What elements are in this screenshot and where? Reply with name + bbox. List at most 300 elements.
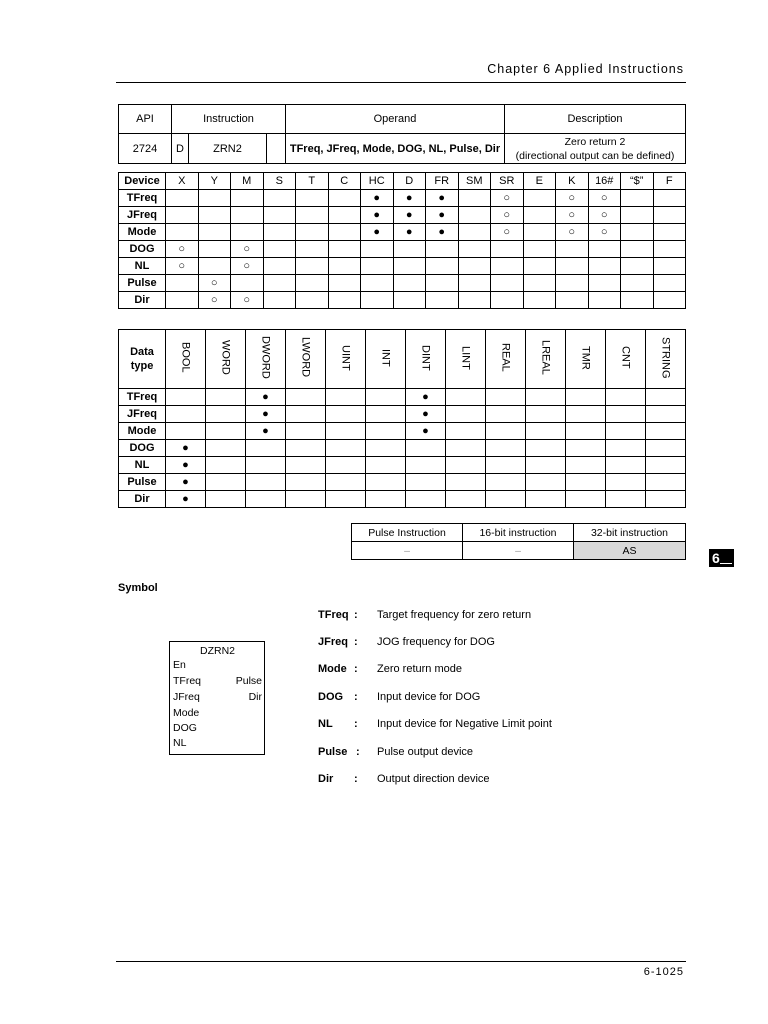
16bit-instruction-value: – [463,542,574,560]
instruction-header: Instruction [172,105,286,134]
data-type-corner-line-2: type [130,360,154,372]
operand-name: TFreq [318,609,349,621]
input-mode: Mode [173,707,200,719]
filled-circle-mark: ● [393,224,426,241]
device-row-nl [119,258,686,275]
empty-cell [246,440,286,457]
data-type-col-dword [246,330,286,389]
filled-circle-mark: ● [166,491,206,508]
operand-name: Dir [318,773,334,785]
operand-header: Operand [286,105,505,134]
empty-cell [566,457,606,474]
data-type-col-cnt [606,330,646,389]
empty-cell [296,241,329,258]
empty-cell [556,258,589,275]
data-type-row-dog [119,440,686,457]
empty-cell [296,258,329,275]
data-type-row-jfreq [119,406,686,423]
empty-cell [231,224,264,241]
empty-cell [566,389,606,406]
operand-desc: Target frequency for zero return [377,609,532,621]
empty-cell [653,224,686,241]
empty-cell [621,275,654,292]
description-line-2: (directional output can be defined) [515,149,675,162]
empty-cell [458,207,491,224]
data-type-col-label: REAL [499,343,512,372]
input-nl: NL [173,737,187,749]
empty-cell [206,406,246,423]
operand-desc: Input device for DOG [377,691,481,703]
data-type-col-dint [406,330,446,389]
empty-cell [328,258,361,275]
empty-cell [328,275,361,292]
empty-cell [361,275,394,292]
empty-cell [246,474,286,491]
empty-cell [296,292,329,309]
filled-circle-mark: ● [426,207,459,224]
data-type-table [118,329,686,508]
empty-cell [406,457,446,474]
empty-cell [526,440,566,457]
empty-cell [606,423,646,440]
data-type-col-label: DINT [419,344,432,371]
empty-cell [328,224,361,241]
filled-circle-mark: ● [393,207,426,224]
empty-cell [606,389,646,406]
device-col-e: E [523,173,556,190]
empty-cell [426,275,459,292]
device-row-label: TFreq [119,190,166,207]
empty-cell [486,440,526,457]
device-row-label: JFreq [119,207,166,224]
open-circle-mark: ○ [556,207,589,224]
operand-colon: : [354,691,358,703]
d-flag: D [172,134,189,164]
empty-cell [361,292,394,309]
data-type-col-int [366,330,406,389]
device-col-f: F [653,173,686,190]
empty-cell [361,258,394,275]
empty-cell [198,190,231,207]
empty-cell [556,275,589,292]
empty-cell [296,224,329,241]
empty-cell [366,440,406,457]
data-type-row-label: TFreq [119,389,166,406]
open-circle-mark: ○ [588,190,621,207]
instruction-type-table [351,523,686,560]
data-type-col-real [486,330,526,389]
operand-colon: : [354,609,358,621]
empty-cell [526,406,566,423]
empty-cell [606,406,646,423]
empty-cell [486,457,526,474]
input-dog: DOG [173,722,197,734]
empty-cell [366,457,406,474]
open-circle-mark: ○ [166,258,199,275]
open-circle-mark: ○ [556,224,589,241]
empty-cell [366,423,406,440]
footer-rule [116,961,686,962]
header-rule [116,82,686,83]
device-col-hc: HC [361,173,394,190]
data-type-col-label: LREAL [539,340,552,375]
data-type-col-label: STRING [659,336,672,379]
16bit-instruction-header: 16-bit instruction [463,524,574,542]
empty-cell [606,440,646,457]
empty-cell [328,190,361,207]
filled-circle-mark: ● [406,406,446,423]
empty-cell [646,423,686,440]
empty-cell [526,423,566,440]
data-type-row-tfreq [119,389,686,406]
data-type-col-label: BOOL [179,342,192,373]
empty-cell [523,207,556,224]
empty-cell [198,241,231,258]
device-col-t: T [296,173,329,190]
empty-cell [426,241,459,258]
empty-cell [446,389,486,406]
device-col-c: C [328,173,361,190]
device-col-k: K [556,173,589,190]
empty-cell [653,275,686,292]
open-circle-mark: ○ [198,292,231,309]
empty-cell [556,292,589,309]
instruction-description [505,134,686,164]
empty-cell [621,241,654,258]
device-col-d: D [393,173,426,190]
empty-cell [588,275,621,292]
output-dir: Dir [248,691,262,703]
data-type-col-string [646,330,686,389]
operand-name: JFreq [318,636,348,648]
empty-cell [328,241,361,258]
data-type-col-tmr [566,330,606,389]
empty-cell [458,292,491,309]
empty-cell [446,440,486,457]
input-tfreq: TFreq [173,675,202,687]
open-circle-mark: ○ [231,241,264,258]
empty-cell [606,491,646,508]
empty-cell [326,474,366,491]
empty-cell [523,258,556,275]
empty-cell [263,224,296,241]
empty-cell [446,491,486,508]
open-circle-mark: ○ [231,258,264,275]
empty-cell [286,474,326,491]
operand-desc: Input device for Negative Limit point [377,718,552,730]
empty-cell [166,275,199,292]
data-type-col-label: WORD [219,340,232,375]
empty-cell [263,241,296,258]
empty-cell [526,491,566,508]
input-en: En [173,659,186,671]
empty-cell [326,423,366,440]
data-type-row-label: Mode [119,423,166,440]
empty-cell [566,423,606,440]
empty-cell [286,423,326,440]
device-row-dog [119,241,686,258]
empty-cell [458,190,491,207]
empty-cell [606,457,646,474]
empty-cell [393,292,426,309]
data-type-col-lint [446,330,486,389]
pulse-instruction-value: – [352,542,463,560]
empty-cell [406,491,446,508]
empty-cell [491,275,524,292]
empty-cell [653,241,686,258]
api-table [118,104,686,164]
empty-cell [646,440,686,457]
device-row-label: NL [119,258,166,275]
empty-cell [166,292,199,309]
filled-circle-mark: ● [361,224,394,241]
open-circle-mark: ○ [166,241,199,258]
empty-cell [486,491,526,508]
device-row-mode [119,224,686,241]
empty-cell [198,207,231,224]
data-type-col-word [206,330,246,389]
empty-cell [263,275,296,292]
empty-cell [206,491,246,508]
device-col-sm: SM [458,173,491,190]
empty-cell [526,474,566,491]
empty-cell [523,241,556,258]
data-type-row-dir [119,491,686,508]
empty-cell [486,406,526,423]
empty-cell [263,258,296,275]
chapter-side-tab: 6 [709,549,734,567]
empty-cell [366,474,406,491]
empty-cell [393,258,426,275]
empty-cell [328,207,361,224]
open-circle-mark: ○ [198,275,231,292]
empty-cell [206,389,246,406]
description-line-1: Zero return 2 [564,135,626,148]
instruction-name: ZRN2 [189,134,267,164]
data-type-col-label: DWORD [259,336,272,379]
filled-circle-mark: ● [166,457,206,474]
device-row-label: DOG [119,241,166,258]
open-circle-mark: ○ [588,207,621,224]
open-circle-mark: ○ [491,224,524,241]
block-title: DZRN2 [200,645,236,657]
open-circle-mark: ○ [491,190,524,207]
operand-list-value: TFreq, JFreq, Mode, DOG, NL, Pulse, Dir [286,134,505,164]
empty-cell [286,491,326,508]
empty-cell [366,389,406,406]
empty-cell [646,406,686,423]
empty-cell [646,474,686,491]
filled-circle-mark: ● [393,190,426,207]
empty-cell [523,224,556,241]
empty-cell [166,423,206,440]
empty-cell [566,491,606,508]
empty-cell [566,440,606,457]
data-type-row-label: Dir [119,491,166,508]
filled-circle-mark: ● [406,423,446,440]
open-circle-mark: ○ [231,292,264,309]
device-col-m: M [231,173,264,190]
empty-cell [491,241,524,258]
empty-cell [458,275,491,292]
data-type-row-label: DOG [119,440,166,457]
empty-cell [263,292,296,309]
empty-cell [653,190,686,207]
data-type-col-lword [286,330,326,389]
output-pulse: Pulse [235,675,262,687]
empty-cell [166,389,206,406]
open-circle-mark: ○ [588,224,621,241]
empty-cell [526,389,566,406]
data-type-row-nl [119,457,686,474]
operand-colon: : [356,746,360,758]
data-type-col-label: LINT [459,345,472,370]
operand-colon: : [354,773,358,785]
empty-cell [446,423,486,440]
empty-cell [491,258,524,275]
chapter-title: Chapter 6 Applied Instructions [487,62,684,76]
empty-cell [286,440,326,457]
empty-cell [296,207,329,224]
pulse-instruction-header: Pulse Instruction [352,524,463,542]
empty-cell [458,258,491,275]
filled-circle-mark: ● [426,190,459,207]
empty-cell [426,292,459,309]
filled-circle-mark: ● [246,389,286,406]
device-row-jfreq [119,207,686,224]
empty-cell [446,457,486,474]
empty-cell [446,474,486,491]
device-col-fr: FR [426,173,459,190]
filled-circle-mark: ● [426,224,459,241]
data-type-col-lreal [526,330,566,389]
empty-cell [526,457,566,474]
empty-cell [286,457,326,474]
empty-cell [653,292,686,309]
empty-cell [286,406,326,423]
operand-colon: : [354,718,358,730]
empty-cell [326,457,366,474]
pulse-flag-cell [267,134,286,164]
filled-circle-mark: ● [246,423,286,440]
empty-cell [523,275,556,292]
empty-cell [486,389,526,406]
empty-cell [166,190,199,207]
data-type-row-label: NL [119,457,166,474]
operand-colon: : [354,663,358,675]
empty-cell [621,258,654,275]
device-row-label: Pulse [119,275,166,292]
operand-colon: : [354,636,358,648]
api-header: API [119,105,172,134]
data-type-col-label: LWORD [299,337,312,378]
data-type-row-label: JFreq [119,406,166,423]
empty-cell [588,241,621,258]
filled-circle-mark: ● [166,474,206,491]
empty-cell [206,423,246,440]
data-type-row-label: Pulse [119,474,166,491]
device-col-sr: SR [491,173,524,190]
empty-cell [231,207,264,224]
empty-cell [606,474,646,491]
operand-name: Mode [318,663,347,675]
empty-cell [326,406,366,423]
empty-cell [286,389,326,406]
empty-cell [621,292,654,309]
api-number: 2724 [119,134,172,164]
empty-cell [166,207,199,224]
empty-cell [366,406,406,423]
empty-cell [406,474,446,491]
empty-cell [263,190,296,207]
empty-cell [406,440,446,457]
device-row-label: Mode [119,224,166,241]
input-jfreq: JFreq [173,691,200,703]
32bit-instruction-header: 32-bit instruction [574,524,686,542]
32bit-instruction-value: AS [574,542,686,560]
empty-cell [646,491,686,508]
page-number: 6-1025 [643,966,684,978]
empty-cell [491,292,524,309]
empty-cell [198,224,231,241]
device-table [118,172,686,309]
empty-cell [328,292,361,309]
open-circle-mark: ○ [556,190,589,207]
empty-cell [206,474,246,491]
empty-cell [326,440,366,457]
operand-name: NL [318,718,333,730]
device-row-dir [119,292,686,309]
empty-cell [206,440,246,457]
empty-cell [566,406,606,423]
empty-cell [566,474,606,491]
filled-circle-mark: ● [166,440,206,457]
data-type-row-mode [119,423,686,440]
empty-cell [646,457,686,474]
empty-cell [588,292,621,309]
empty-cell [366,491,406,508]
empty-cell [296,190,329,207]
empty-cell [166,406,206,423]
description-header: Description [505,105,686,134]
operand-desc: Pulse output device [377,746,474,758]
empty-cell [653,207,686,224]
data-type-col-bool [166,330,206,389]
data-type-col-label: CNT [619,346,632,369]
device-row-tfreq [119,190,686,207]
empty-cell [166,224,199,241]
device-col-x: X [166,173,199,190]
device-row-label: Dir [119,292,166,309]
empty-cell [393,241,426,258]
operand-desc: Output direction device [377,773,490,785]
empty-cell [556,241,589,258]
empty-cell [523,292,556,309]
data-type-col-label: INT [379,348,392,367]
empty-cell [621,207,654,224]
empty-cell [486,474,526,491]
data-type-row-pulse [119,474,686,491]
empty-cell [646,389,686,406]
empty-cell [361,241,394,258]
data-type-col-label: TMR [579,345,592,370]
empty-cell [231,275,264,292]
device-table-corner: Device [119,173,166,190]
data-type-corner-line-1: Data [130,346,154,358]
empty-cell [326,491,366,508]
empty-cell [393,275,426,292]
empty-cell [486,423,526,440]
